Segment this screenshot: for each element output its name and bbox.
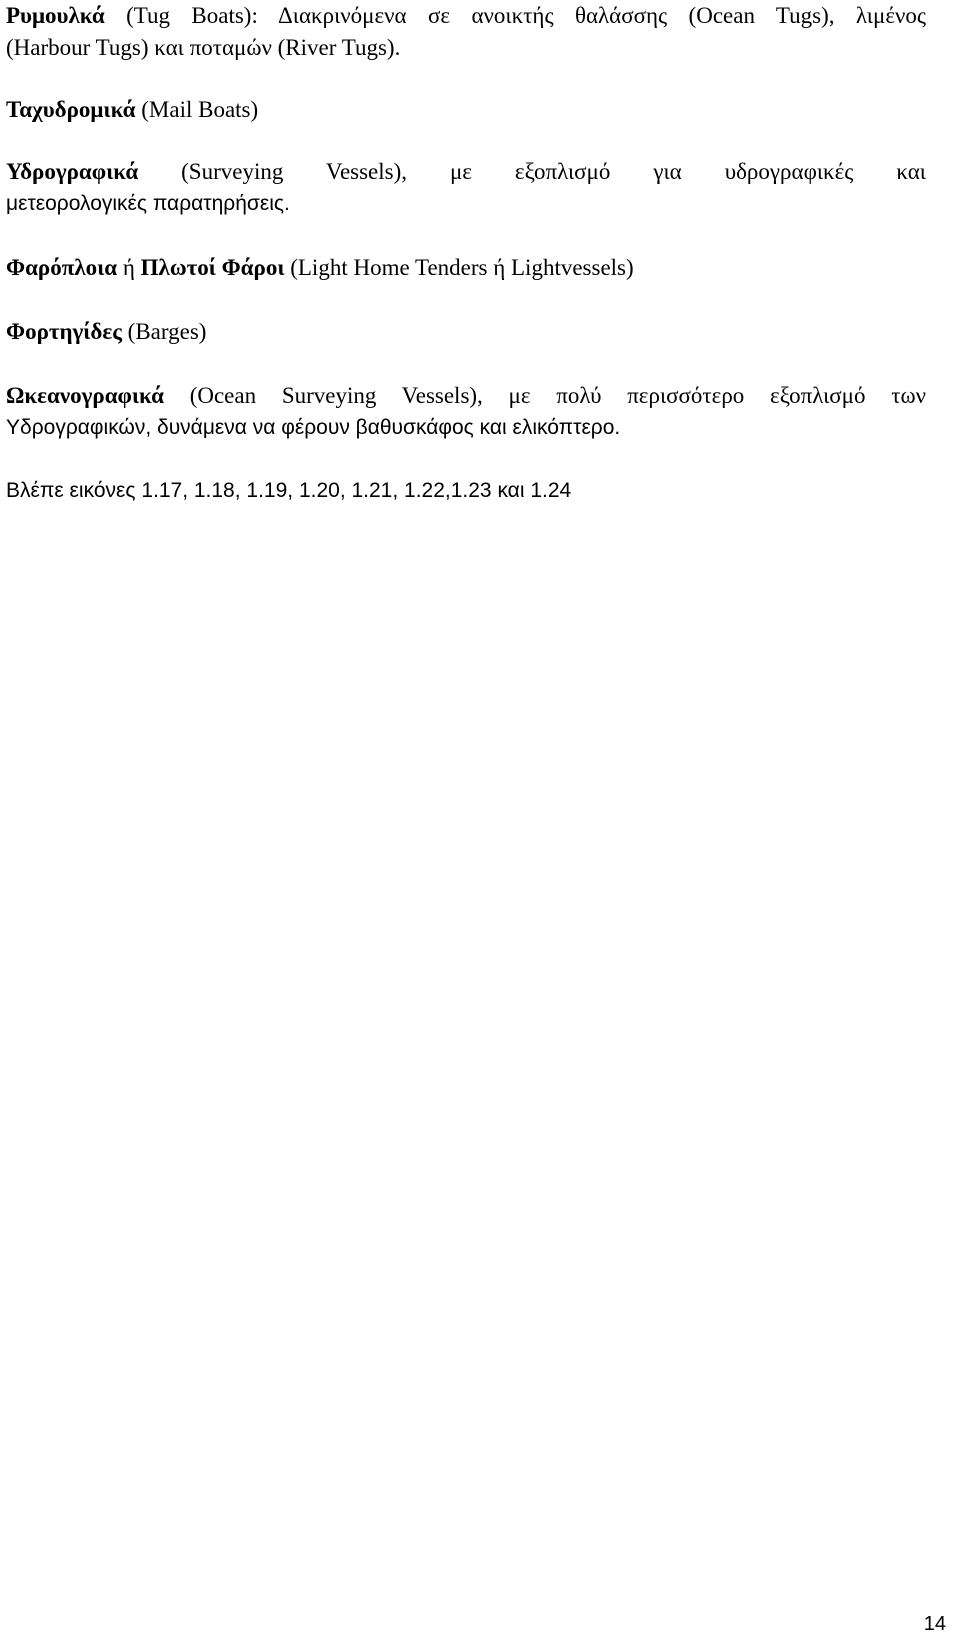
paragraph-line: μετεορολογικές παρατηρήσεις. bbox=[6, 192, 290, 215]
paragraph-text: (Surveying Vessels), με εξοπλισμό για υδρογραφικές και bbox=[138, 159, 926, 184]
paragraph-line bbox=[6, 252, 926, 284]
paragraph-text: (Mail Boats) bbox=[135, 97, 259, 122]
term-ocean-surveying: Ωκεανογραφικά bbox=[6, 383, 164, 408]
term-floating-lighthouses: Πλωτοί Φάροι bbox=[140, 255, 285, 280]
paragraph-see-figures bbox=[6, 475, 926, 507]
paragraph-line: Βλέπε εικόνες 1.17, 1.18, 1.19, 1.20, 1.21, 1.22,1.23 και 1.24 bbox=[6, 479, 572, 502]
paragraph-ocean-surveying bbox=[6, 380, 926, 444]
term-surveying: Υδρογραφικά bbox=[6, 159, 139, 184]
term-barges: Φορτηγίδες bbox=[6, 319, 122, 344]
paragraph-text: (Light Home Tenders ή Lightvessels) bbox=[284, 255, 634, 280]
page-number: 14 bbox=[923, 1613, 946, 1635]
paragraph-text: (Ocean Surveying Vessels), με πολύ περισσότερο εξοπλισμό των bbox=[163, 383, 926, 408]
paragraph-line bbox=[6, 156, 926, 188]
paragraph-barges bbox=[6, 316, 926, 348]
paragraph-line bbox=[6, 0, 926, 32]
paragraph-mail-boats bbox=[6, 94, 926, 126]
paragraph-surveying-vessels bbox=[6, 156, 926, 220]
paragraph-lightships bbox=[6, 252, 926, 284]
paragraph-line bbox=[6, 316, 926, 348]
paragraph-line: Υδρογραφικών, δυνάμενα να φέρουν βαθυσκάφος και ελικόπτερο. bbox=[6, 416, 621, 439]
paragraph-line: (Harbour Tugs) και ποταμών (River Tugs). bbox=[6, 35, 401, 60]
term-lightships: Φαρόπλοια bbox=[6, 255, 118, 280]
paragraph-connector: ή bbox=[117, 255, 141, 280]
paragraph-text: (Tug Boats): Διακρινόμενα σε ανοικτής θαλάσσης (Ocean Tugs), λιμένος bbox=[104, 3, 926, 28]
paragraph-text: (Barges) bbox=[121, 319, 207, 344]
paragraph-line bbox=[6, 380, 926, 412]
paragraph-line bbox=[6, 94, 926, 126]
term-tug-boats: Ρυμουλκά bbox=[6, 3, 105, 28]
term-mail-boats: Ταχυδρομικά bbox=[6, 97, 136, 122]
paragraph-tug-boats bbox=[6, 0, 926, 64]
